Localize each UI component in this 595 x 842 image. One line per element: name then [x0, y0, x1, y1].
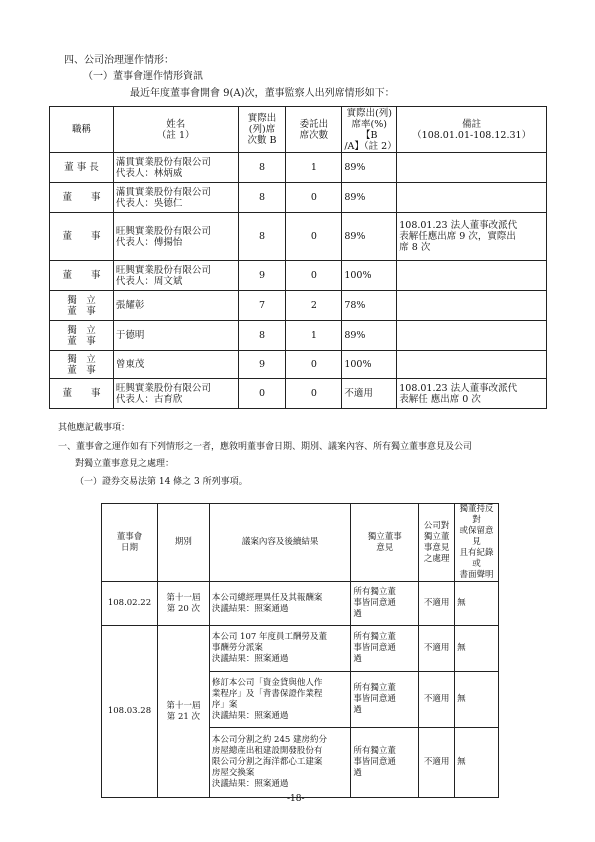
cell-attend: 9 [238, 261, 286, 291]
table-row [50, 291, 547, 321]
cell-name: 張耀彰 [113, 291, 238, 321]
intro-text: 最近年度董事會開會 9(A)次，董事監察人出列席情形如下： [130, 88, 395, 99]
header-objection: 獨董持反對 或保留意見 且有紀錄或 書面聲明 [455, 504, 499, 582]
cell-handling: 不適用 [419, 626, 455, 672]
cell-note [397, 183, 547, 213]
header-handling: 公司對 獨立董 事意見 之處理 [419, 504, 455, 582]
cell-title: 董 事 長 [50, 153, 114, 183]
cell-name: 旺興實業股份有限公司 代表人：周文斌 [113, 261, 238, 291]
cell-note [397, 351, 547, 379]
table-row [50, 213, 547, 261]
cell-rate: 不適用 [342, 379, 397, 409]
header-session: 期別 [157, 504, 209, 582]
cell-objection: 無 [455, 582, 499, 626]
cell-title: 董 事 [50, 213, 114, 261]
cell-session: 第十一屆 第 20 次 [157, 582, 209, 626]
cell-rate: 89% [342, 321, 397, 351]
cell-content: 本公司 107 年度員工酬勞及董 事酬勞分派案 決議結果：照案通過 [209, 626, 351, 672]
cell-note [397, 153, 547, 183]
cell-note: 108.01.23 法人董事改派代 表解任應出席 9 次，實際出 席 8 次 [397, 213, 547, 261]
cell-content: 本公司分割之約 245 建房約分 房屋總產出租建設開發股份有 限公司分割之海洋都心工建案 房屋交換案 決議結果：照案通過 [209, 728, 351, 798]
cell-attend: 8 [238, 183, 286, 213]
header-title: 職稱 [50, 107, 114, 153]
cell-title: 董 事 [50, 379, 114, 409]
table-row [102, 582, 499, 626]
cell-rate: 100% [342, 261, 397, 291]
other-items-heading: 其他應記載事項： [58, 423, 131, 433]
header-content: 議案內容及後續結果 [209, 504, 351, 582]
header-rate: 實際出(列) 席率(%)【B /A】（註 2） [342, 107, 397, 153]
paragraph-1: 一、董事會之運作如有下列情形之一者，應敘明董事會日期、期別、議案內容、所有獨立董事意見及公司 [58, 442, 473, 452]
cell-note [397, 321, 547, 351]
board-attendance-table [49, 106, 547, 409]
cell-name: 滿貫實業股份有限公司 代表人：林炳威 [113, 153, 238, 183]
subsection-heading: （一）董事會運作情形資訊 [83, 71, 203, 82]
cell-name: 滿貫實業股份有限公司 代表人：吳德仁 [113, 183, 238, 213]
cell-objection: 無 [455, 626, 499, 672]
resolution-table [101, 503, 499, 798]
cell-note [397, 291, 547, 321]
header-name: 姓名 （註 1） [113, 107, 238, 153]
cell-session: 第十一屆 第 21 次 [157, 626, 209, 798]
cell-title: 董 事 [50, 261, 114, 291]
cell-proxy: 0 [286, 379, 342, 409]
cell-title: 獨 立 董 事 [50, 291, 114, 321]
cell-rate: 89% [342, 153, 397, 183]
cell-content: 修訂本公司「資金貸與他人作 業程序」及「背書保證作業程 序」案 決議結果：照案通過 [209, 672, 351, 728]
cell-objection: 無 [455, 728, 499, 798]
cell-date: 108.03.28 [102, 626, 158, 798]
cell-content: 本公司總經理異任及其報酬案 決議結果：照案通過 [209, 582, 351, 626]
cell-name: 旺興實業股份有限公司 代表人：傅揚怡 [113, 213, 238, 261]
cell-objection: 無 [455, 672, 499, 728]
cell-rate: 89% [342, 213, 397, 261]
cell-title: 獨 立 董 事 [50, 351, 114, 379]
cell-opinion: 所有獨立董 事皆同意通 過 [351, 626, 419, 672]
cell-note [397, 261, 547, 291]
cell-proxy: 0 [286, 261, 342, 291]
table-row [50, 183, 547, 213]
paragraph-1-item: （一）證券交易法第 14 條之 3 所列事項。 [75, 477, 248, 487]
table-row [50, 321, 547, 351]
cell-date: 108.02.22 [102, 582, 158, 626]
table-row [50, 261, 547, 291]
cell-title: 獨 立 董 事 [50, 321, 114, 351]
cell-proxy: 0 [286, 213, 342, 261]
cell-proxy: 2 [286, 291, 342, 321]
cell-rate: 78% [342, 291, 397, 321]
table-row [50, 351, 547, 379]
cell-handling: 不適用 [419, 728, 455, 798]
header-proxy: 委託出 席次數 [286, 107, 342, 153]
cell-handling: 不適用 [419, 672, 455, 728]
cell-handling: 不適用 [419, 582, 455, 626]
cell-attend: 7 [238, 291, 286, 321]
header-date: 董事會 日期 [102, 504, 158, 582]
header-opinion: 獨立董事 意見 [351, 504, 419, 582]
cell-rate: 100% [342, 351, 397, 379]
cell-proxy: 0 [286, 183, 342, 213]
cell-attend: 0 [238, 379, 286, 409]
header-note: 備註 （108.01.01-108.12.31） [397, 107, 547, 153]
cell-proxy: 1 [286, 153, 342, 183]
table-row [102, 626, 499, 672]
cell-proxy: 1 [286, 321, 342, 351]
table-row [50, 153, 547, 183]
cell-proxy: 0 [286, 351, 342, 379]
cell-attend: 8 [238, 321, 286, 351]
cell-note: 108.01.23 法人董事改派代 表解任 應出席 0 次 [397, 379, 547, 409]
cell-name: 旺興實業股份有限公司 代表人：古育欣 [113, 379, 238, 409]
cell-attend: 8 [238, 213, 286, 261]
cell-opinion: 所有獨立董 事皆同意通 過 [351, 728, 419, 798]
cell-attend: 9 [238, 351, 286, 379]
paragraph-1-cont: 對獨立董事意見之處理： [75, 459, 175, 469]
cell-name: 曾東茂 [113, 351, 238, 379]
section-heading: 四、公司治理運作情形： [64, 55, 174, 66]
cell-opinion: 所有獨立董 事皆同意通 過 [351, 672, 419, 728]
page-number: -18- [287, 794, 305, 804]
cell-rate: 89% [342, 183, 397, 213]
header-attend: 實際出 (列)席 次數 B [238, 107, 286, 153]
cell-name: 于德明 [113, 321, 238, 351]
cell-opinion: 所有獨立董 事皆同意通 過 [351, 582, 419, 626]
cell-title: 董 事 [50, 183, 114, 213]
cell-attend: 8 [238, 153, 286, 183]
table-row [50, 379, 547, 409]
